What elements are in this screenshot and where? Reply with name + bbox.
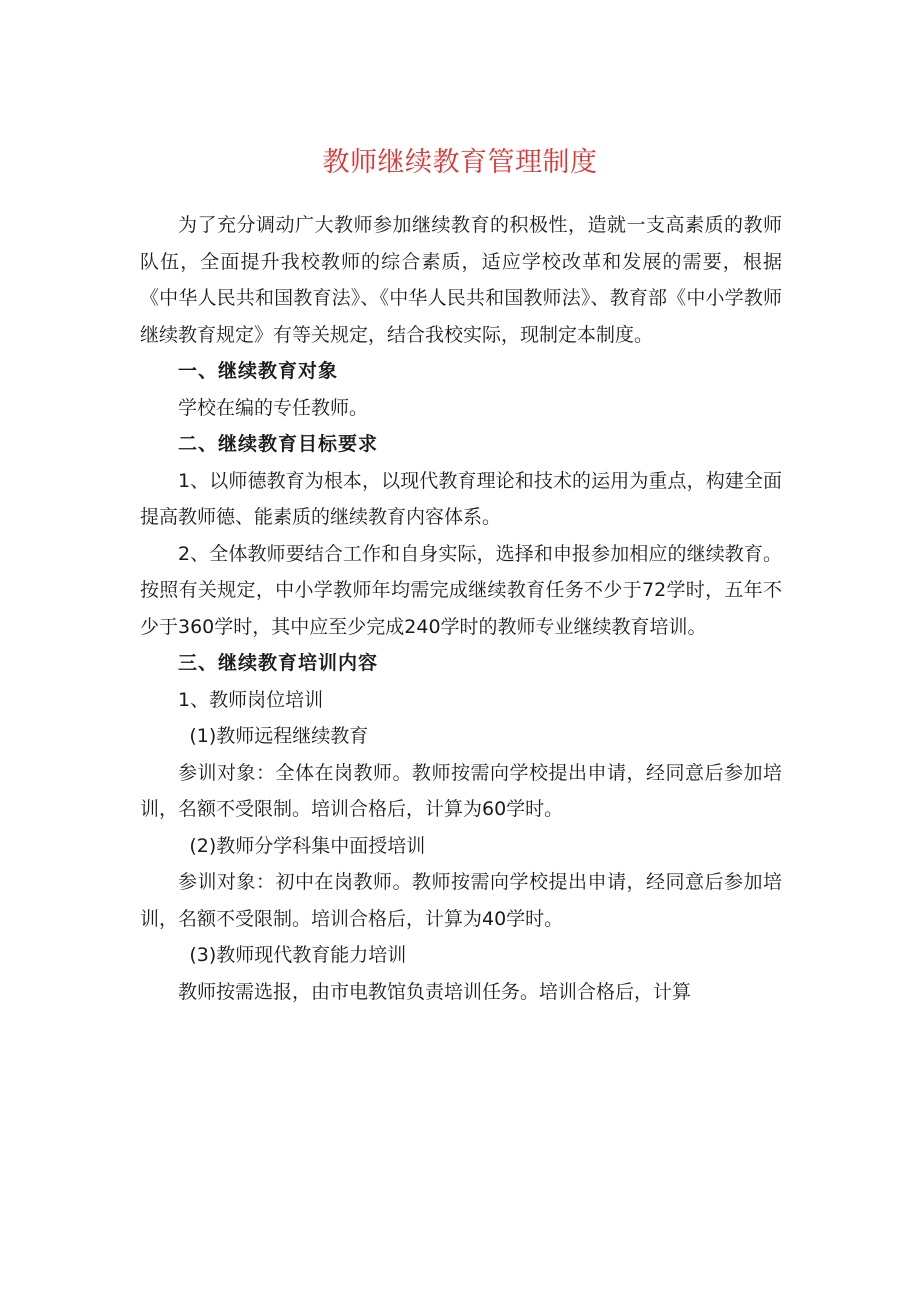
section-2-item-1: 1、以师德教育为根本，以现代教育理论和技术的运用为重点，构建全面提高教师德、能素质的继续教育内容体系。: [140, 469, 782, 528]
section-3-heading: 三、继续教育培训内容: [178, 652, 379, 674]
section-3-sub-2-title: (2)教师分学科集中面授培训: [189, 834, 426, 857]
section-3-item-1: 1、教师岗位培训: [178, 688, 324, 711]
section-3-sub-2-text: 参训对象：初中在岗教师。教师按需向学校提出申请，经同意后参加培训，名额不受限制。培训合格后，计算为40学时。: [140, 871, 782, 930]
section-2-item-2: 2、全体教师要结合工作和自身实际，选择和申报参加相应的继续教育。按照有关规定，中小学教师年均需完成继续教育任务不少于72学时，五年不少于360学时，其中应至少完成240学时的教师专业继续教育培训。: [140, 542, 782, 638]
section-1-text: 学校在编的专任教师。: [178, 396, 369, 419]
section-3-sub-1-text: 参训对象：全体在岗教师。教师按需向学校提出申请，经同意后参加培训，名额不受限制。培训合格后，计算为60学时。: [140, 761, 782, 820]
section-3-sub-3-text: 教师按需选报，由市电教馆负责培训任务。培训合格后，计算: [178, 980, 692, 1003]
document-body: [140, 207, 782, 1010]
document-title: 教师继续教育管理制度: [322, 147, 598, 178]
section-2-heading: 二、继续教育目标要求: [178, 433, 379, 455]
section-1-heading: 一、继续教育对象: [178, 360, 339, 382]
section-3-sub-3-title: (3)教师现代教育能力培训: [189, 944, 407, 966]
intro-paragraph: 为了充分调动广大教师参加继续教育的积极性，造就一支高素质的教师队伍，全面提升我校教师的综合素质，适应学校改革和发展的需要，根据《中华人民共和国教育法》、《中华人民共和国教师法》、教育部《中小学教师继续教育规定》有等关规定，结合我校实际，现制定本制度。: [140, 214, 782, 346]
section-3-sub-1-title: (1)教师远程继续教育: [189, 725, 369, 747]
